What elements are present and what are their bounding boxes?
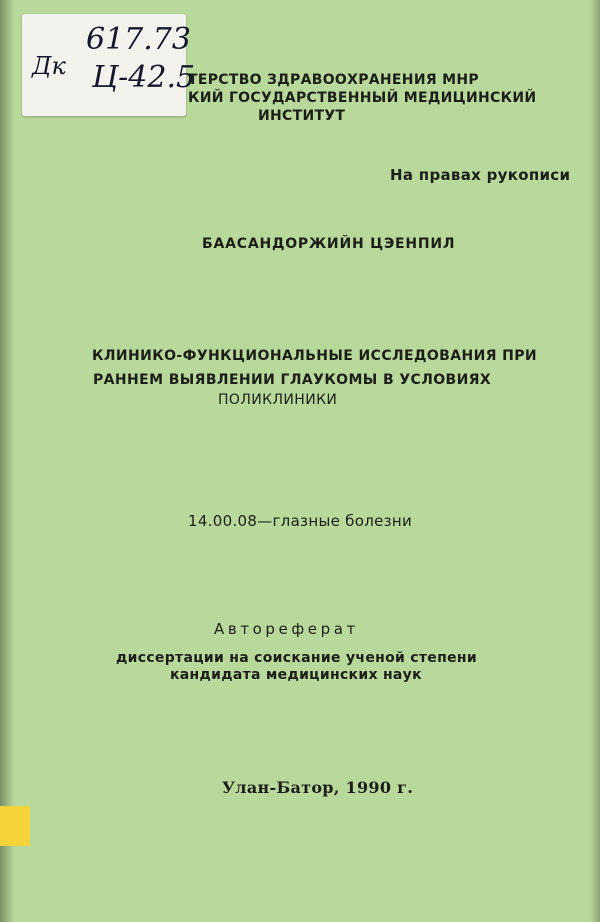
title-line-3: ПОЛИКЛИНИКИ <box>218 392 338 408</box>
abstract-line-1: диссертации на соискание ученой степени <box>116 650 477 666</box>
stamp-prefix: Дк <box>32 52 66 80</box>
institute-word: ИНСТИТУТ <box>258 108 346 124</box>
rights-note: На правах рукописи <box>390 166 571 184</box>
place-and-year: Улан-Батор, 1990 г. <box>222 778 414 797</box>
ministry-heading: ТЕРСТВО ЗДРАВООХРАНЕНИЯ МНР <box>188 72 479 88</box>
stamp-code-1: 617.73 <box>86 22 191 57</box>
abstract-line-2: кандидата медицинских наук <box>170 667 422 683</box>
title-line-1: КЛИНИКО-ФУНКЦИОНАЛЬНЫЕ ИССЛЕДОВАНИЯ ПРИ <box>92 348 538 364</box>
cover-left-edge <box>0 0 14 922</box>
cover-right-edge <box>590 0 600 922</box>
author-name: БААСАНДОРЖИЙН ЦЭЕНПИЛ <box>202 236 456 252</box>
specialty-code: 14.00.08—глазные болезни <box>188 512 413 530</box>
institute-heading: КИЙ ГОСУДАРСТВЕННЫЙ МЕДИЦИНСКИЙ <box>188 90 537 106</box>
yellow-tape-marker <box>0 806 30 846</box>
abstract-heading: Автореферат <box>214 620 359 638</box>
stamp-code-2: Ц-42.5 <box>92 60 196 95</box>
title-line-2: РАННЕМ ВЫЯВЛЕНИИ ГЛАУКОМЫ В УСЛОВИЯХ <box>93 372 492 388</box>
